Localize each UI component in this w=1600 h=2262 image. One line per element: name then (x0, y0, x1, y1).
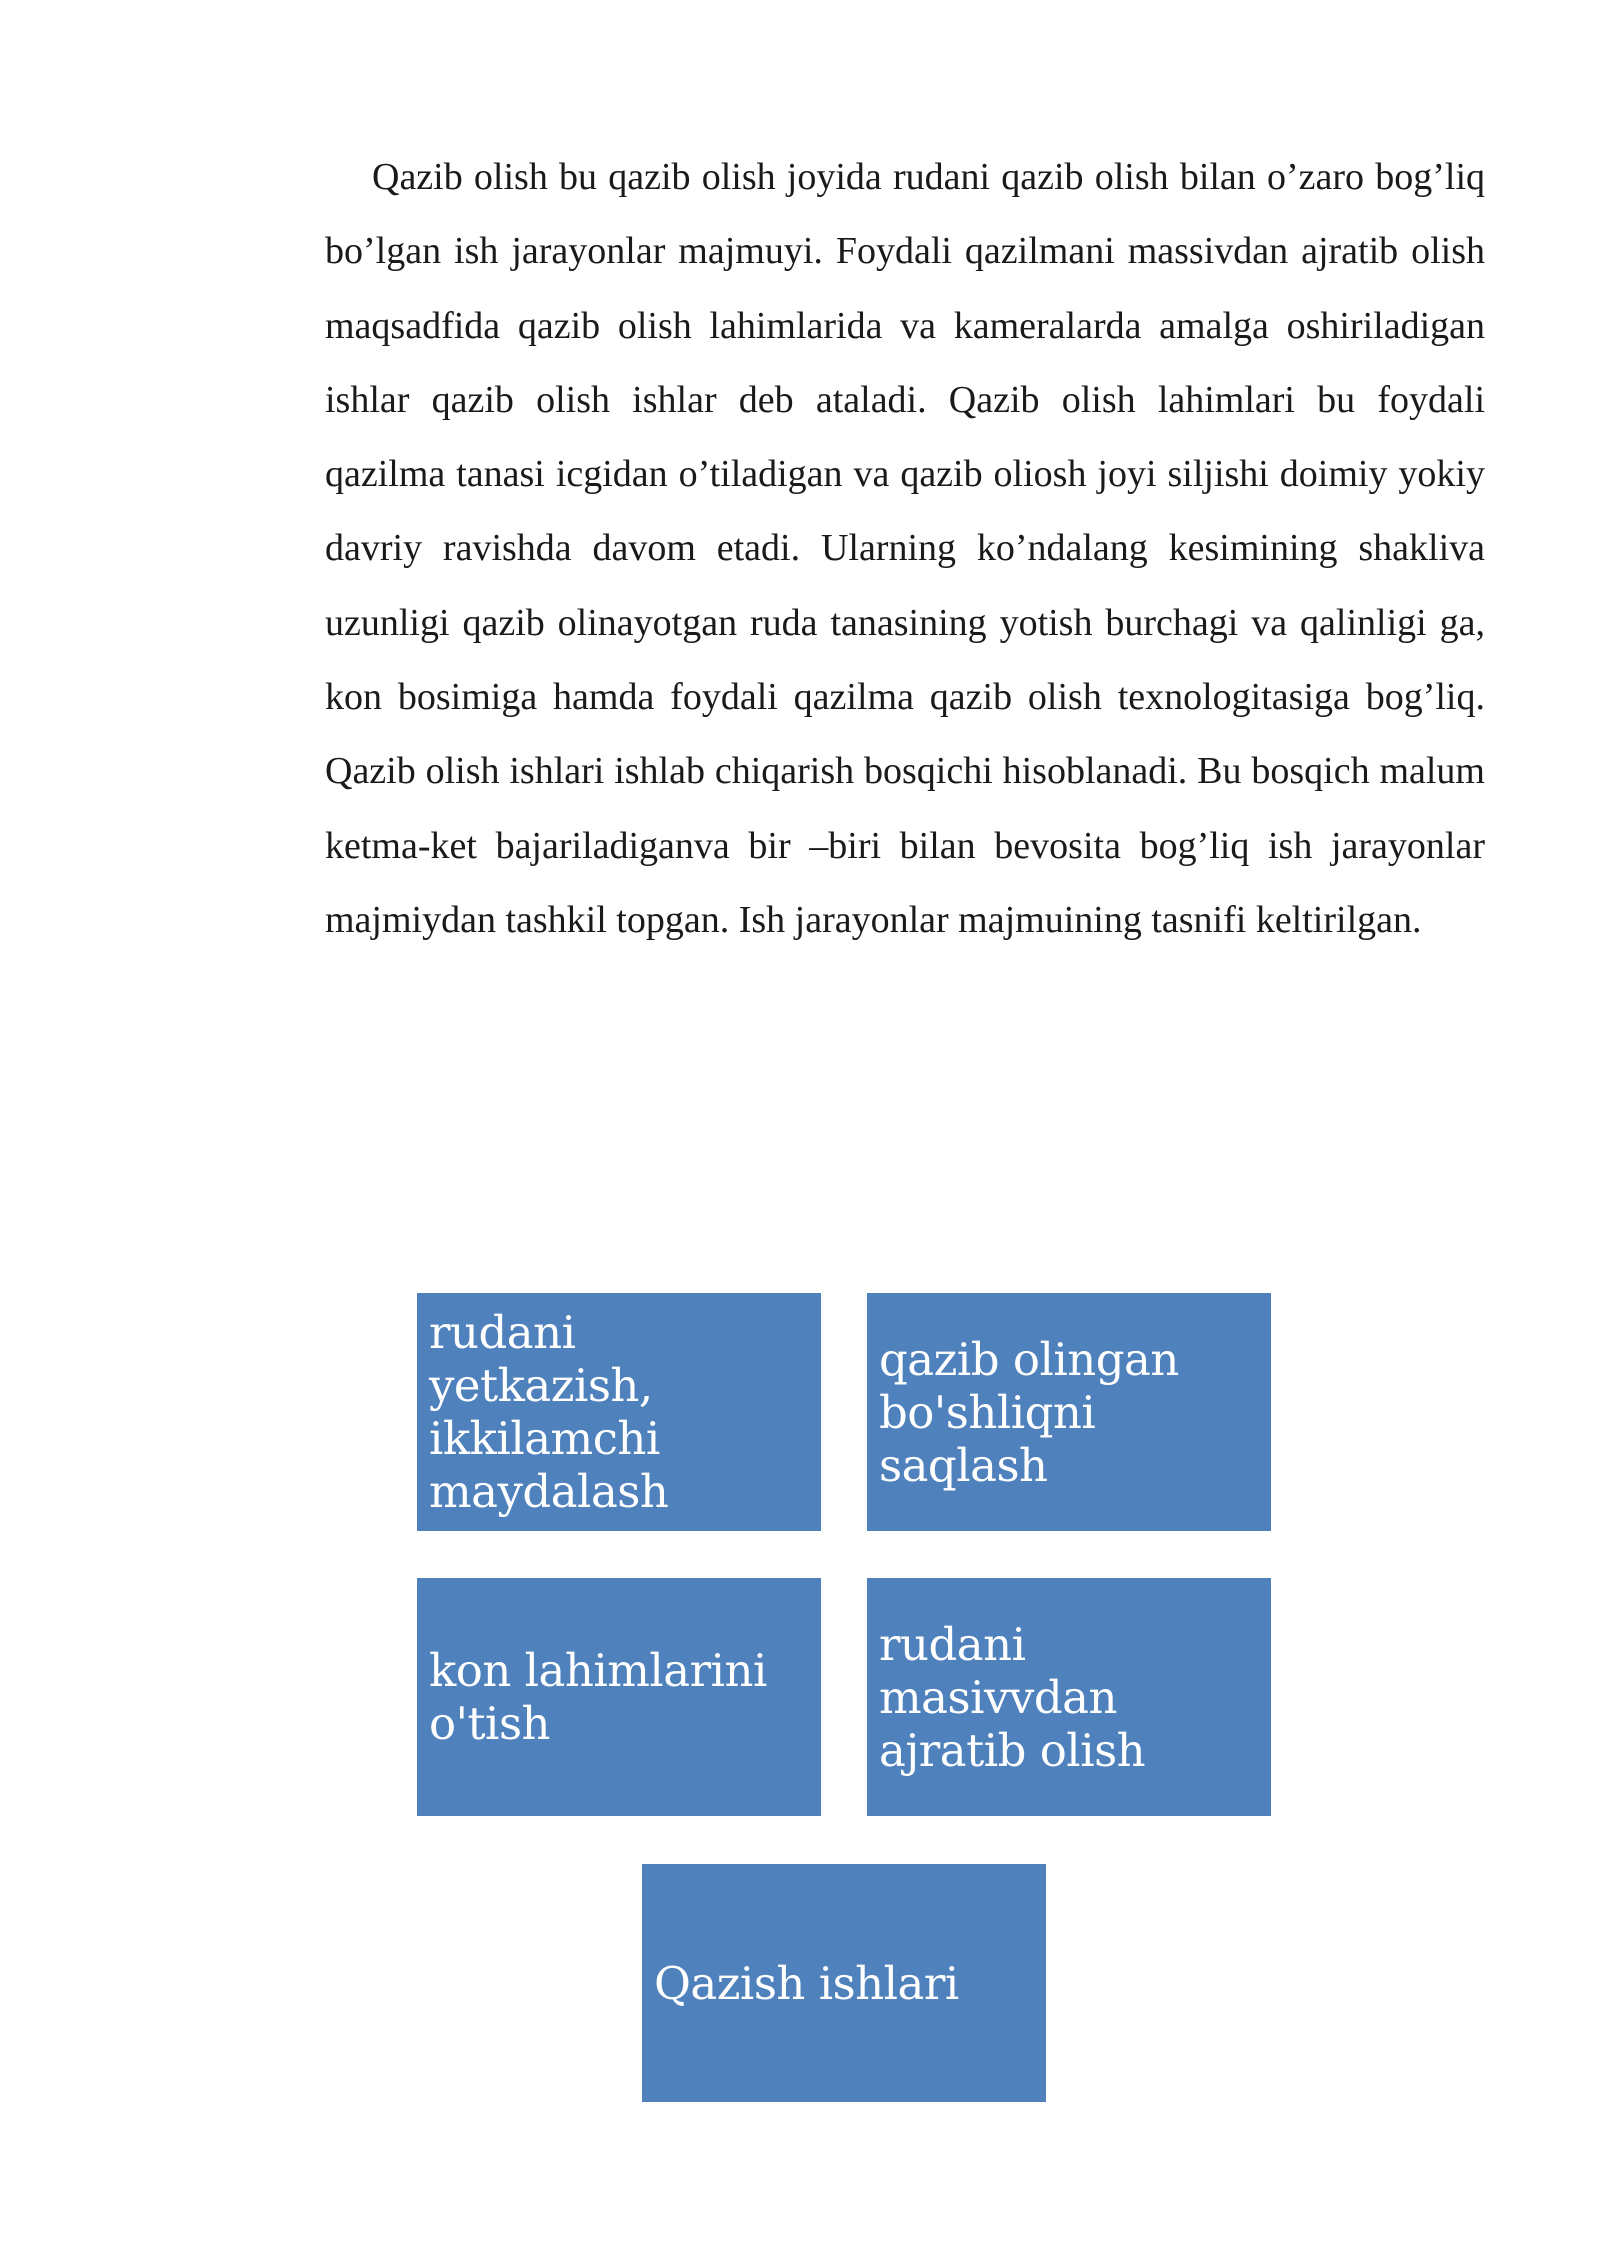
body-paragraph: Qazib olish bu qazib olish joyida rudani qazib olish bilan o’zaro bog’liq bo’lgan ish jarayonlar majmuyi. Foydali qazilmani massivdan ajratib olish maqsadfida qazib olish lahimlarida va kameralarda amalga oshiriladigan ishlar qazib olish ishlar deb ataladi. Qazib olish lahimlari bu foydali qazilma tanasi icgidan o’tiladigan va qazib oliosh joyi siljishi doimiy yokiy davriy ravishda davom etadi. Ularning ko’ndalang kesimining shakliva uzunligi qazib olinayotgan ruda tanasining yotish burchagi va qalinligi ga, kon bosimiga hamda foydali qazilma qazib olish texnologitasiga bog’liq. Qazib olish ishlari ishlab chiqarish bosqichi hisoblanadi. Bu bosqich malum ketma-ket bajariladiganva bir –biri bilan bevosita bog’liq ish jarayonlar majmiydan tashkil topgan. Ish jarayonlar majmuining tasnifi keltirilgan. (325, 156, 1485, 941)
diagram-box-ore-separation (867, 1578, 1271, 1816)
diagram-box-ore-delivery (417, 1293, 821, 1531)
diagram-box-mine-workings (417, 1578, 821, 1816)
diagram-box-label: qazib olingan bo'shliqni saqlash (879, 1332, 1179, 1492)
diagram-box-label: rudani yetkazish, ikkilamchi maydalash (429, 1306, 669, 1518)
diagram-box-cavity-support (867, 1293, 1271, 1531)
diagram-box-label: rudani masivvdan ajratib olish (879, 1617, 1146, 1777)
diagram-box-label: Qazish ishlari (654, 1956, 959, 2010)
diagram-box-label: kon lahimlarini o'tish (429, 1644, 767, 1750)
diagram-box-excavation-works (642, 1864, 1046, 2102)
